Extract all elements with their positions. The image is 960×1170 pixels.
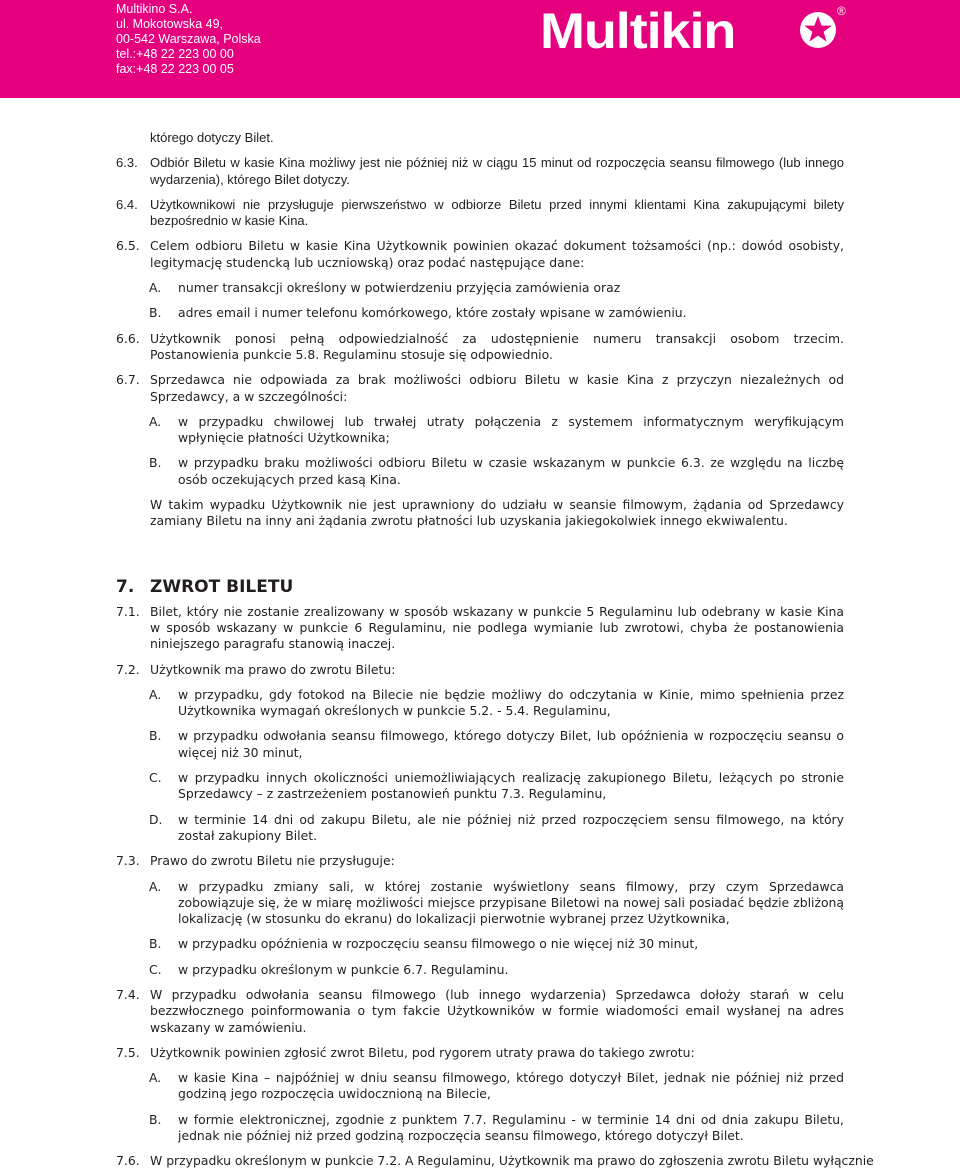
paragraph-number: 7.5. [116,1044,140,1060]
logo-text: Multikin [540,3,736,59]
list-item-letter: B. [149,728,162,744]
paragraph-text: Prawo do zwrotu Biletu nie przysługuje: [150,853,395,869]
list-item-text: adres email i numer telefonu komórkowego, które zostały wpisane w zamówieniu. [178,305,687,321]
section-7-heading [0,576,960,598]
paragraph-6-4 [0,197,960,230]
registered-mark: ® [837,4,846,18]
section-title: ZWROT BILETU [150,576,294,597]
list-item-text: w przypadku opóźnienia w rozpoczęciu seansu filmowego o nie więcej niż 30 minut, [178,936,699,952]
list-item-letter: A. [149,686,162,702]
document-body [0,130,960,1170]
list-item-text: w przypadku odwołania seansu filmowego, którego dotyczy Bilet, lub opóźnienia w rozpoczęciu seansu o więcej niż 30 minut, [178,728,844,760]
list-item-text: w kasie Kina – najpóźniej w dniu seansu filmowego, którego dotyczył Bilet, jednak nie później niż przed godziną jego rozpoczęcia uwidocznioną na Bilecie, [178,1070,844,1102]
paragraph-7-1 [0,604,960,653]
list-item-text: w przypadku innych okoliczności uniemożliwiających realizację zakupionego Biletu, leżących po stronie Sprzedawcy – z zastrzeżeniem postanowień punktu 7.3. Regulaminu, [178,770,844,802]
company-city: 00-542 Warszawa, Polska [116,32,261,46]
paragraph-text: Użytkownikowi nie przysługuje pierwszeństwo w odbiorze Biletu przed innymi klientami Kina zakupującymi bilety bezpośrednio w kasie Kina. [150,196,844,229]
paragraph-number: 6.6. [116,330,140,346]
paragraph-text: W przypadku odwołania seansu filmowego (lub innego wydarzenia) Sprzedawca dołoży starań w celu bezzwłocznego poinformowania o tym fakcie Użytkowników w formie wiadomości email wysłanej na adres wskazany w zamówieniu. [150,986,844,1035]
list-item-text: w przypadku braku możliwości odbioru Biletu w czasie wskazanym w punkcie 6.3. ze względu na liczbę osób oczekujących przed kasą Kina. [178,455,844,487]
list-item-6-5-b [0,305,960,321]
paragraph-6-7-note [0,497,960,530]
list-item-letter: B. [149,455,162,471]
list-item-letter: B. [149,1111,162,1127]
list-item-letter: C. [149,770,162,786]
list-item-text: w terminie 14 dni od zakupu Biletu, ale nie później niż przed rozpoczęciem sensu filmowego, na który został zakupiony Bilet. [178,811,844,843]
list-item-text: numer transakcji określony w potwierdzeniu przyjęcia zamówienia oraz [178,280,621,296]
paragraph-6-5 [0,238,960,271]
paragraph-number: 7.2. [116,661,140,677]
paragraph-text: Użytkownik powinien zgłosić zwrot Biletu, pod rygorem utraty prawa do takiego zwrotu: [150,1044,695,1060]
list-item-letter: B. [149,305,162,321]
list-item-7-2-b [0,728,960,761]
list-item-letter: A. [149,280,162,296]
paragraph-7-3 [0,853,960,869]
paragraph-text: Sprzedawca nie odpowiada za brak możliwości odbioru Biletu w kasie Kina z przyczyn niezależnych od Sprzedawcy, a w szczególności: [150,372,844,404]
company-info [116,2,261,77]
list-item-letter: A. [149,1070,162,1086]
list-item-letter: A. [149,413,162,429]
paragraph-number: 6.4. [116,196,138,212]
list-item-7-2-a [0,687,960,720]
star-logo-icon [798,10,838,50]
list-item-7-5-a [0,1070,960,1103]
list-item-7-3-b [0,936,960,952]
paragraph-text: Użytkownik ponosi pełną odpowiedzialność za udostępnienie numeru transakcji osobom trzecim. Postanowienia punkcie 5.8. Regulaminu stosuje się odpowiednio. [150,330,844,362]
list-item-6-5-a [0,280,960,296]
paragraph-7-4 [0,987,960,1036]
list-item-6-7-a [0,414,960,447]
paragraph-number: 7.6. [116,1153,140,1169]
list-item-letter: A. [149,878,162,894]
paragraph-text: W takim wypadku Użytkownik nie jest uprawniony do udziału w seansie filmowym, żądania od Sprzedawcy zamiany Biletu na inny ani żądania zwrotu płatności lub uzyskania jakiegokolwiek innego ekwiwalentu. [150,497,844,529]
paragraph-text: Użytkownik ma prawo do zwrotu Biletu: [150,661,396,677]
list-item-text: w przypadku chwilowej lub trwałej utraty połączenia z systemem informatycznym weryfikującym wpłynięcie płatności Użytkownika; [178,413,844,446]
paragraph-number: 7.4. [116,986,140,1002]
paragraph-number: 6.7. [116,372,140,388]
paragraph-text: Bilet, który nie zostanie zrealizowany w sposób wskazany w punkcie 5 Regulaminu lub odebrany w kasie Kina w sposób wskazany w punkcie 6 Regulaminu, nie podlega wymianie lub zwrotowi, chyba że postanowienia niniejszego paragrafu stanowią inaczej. [150,603,844,652]
paragraph-text: którego dotyczy Bilet. [150,130,274,145]
list-item-text: w przypadku określonym w punkcie 6.7. Regulaminu. [178,961,509,977]
multikino-logo [540,0,846,62]
paragraph-7-5 [0,1045,960,1061]
list-item-6-7-b [0,455,960,488]
list-item-7-5-b [0,1112,960,1145]
company-street: ul. Mokotowska 49, [116,17,223,31]
paragraph-number: 7.1. [116,603,140,619]
paragraph-number: 7.3. [116,853,140,869]
paragraph-6-7 [0,372,960,405]
paragraph-text: Odbiór Biletu w kasie Kina możliwy jest nie później niż w ciągu 15 minut od rozpoczęcia seansu filmowego (lub innego wydarzenia), którego Bilet dotyczy. [150,155,844,187]
list-item-text: w przypadku zmiany sali, w której zostanie wyświetlony seans filmowy, przy czym Sprzedawca zobowiązuje się, że w miarę możliwości miejsce przypisane Biletowi na nowej sali posiadać będzie zbliżoną lokalizację (w stosunku do ekranu) do lokalizacji pierwotnie wybranej przez Użytkownika, [178,878,844,927]
list-item-7-3-a [0,879,960,928]
paragraph-7-6 [0,1153,960,1169]
paragraph-7-2 [0,662,960,678]
list-item-7-3-c [0,962,960,978]
paragraph-6-3 [0,155,960,188]
paragraph-number: 6.5. [116,238,140,254]
company-phone: tel.:+48 22 223 00 00 [116,47,234,61]
list-item-text: w przypadku, gdy fotokod na Bilecie nie będzie możliwy do odczytania w Kinie, mimo spełnienia przez Użytkownika wymagań określonych w punkcie 5.2. - 5.4. Regulaminu, [178,686,844,719]
list-item-text: w formie elektronicznej, zgodnie z punktem 7.7. Regulaminu - w terminie 14 dni od dnia zakupu Biletu, jednak nie później niż przed godziną rozpoczęcia seansu filmowego, którego dotyczył Bilet. [178,1111,844,1144]
paragraph-number: 6.3. [116,155,138,171]
page-header [0,0,960,98]
section-number: 7. [116,576,135,597]
paragraph-6-6 [0,331,960,364]
list-item-7-2-c [0,770,960,803]
paragraph-intro [0,130,960,146]
paragraph-text: Celem odbioru Biletu w kasie Kina Użytkownik powinien okazać dokument tożsamości (np.: dowód osobisty, legitymację studencką lub uczniowską) oraz podać następujące dane: [150,238,844,270]
list-item-letter: C. [149,961,162,977]
company-fax: fax:+48 22 223 00 05 [116,62,234,76]
list-item-7-2-d [0,812,960,845]
paragraph-text: W przypadku określonym w punkcie 7.2. A Regulaminu, Użytkownik ma prawo do zgłoszenia zwrotu Biletu wyłącznie [150,1153,874,1169]
company-name: Multikino S.A. [116,2,193,16]
list-item-letter: B. [149,936,162,952]
list-item-letter: D. [149,811,163,827]
